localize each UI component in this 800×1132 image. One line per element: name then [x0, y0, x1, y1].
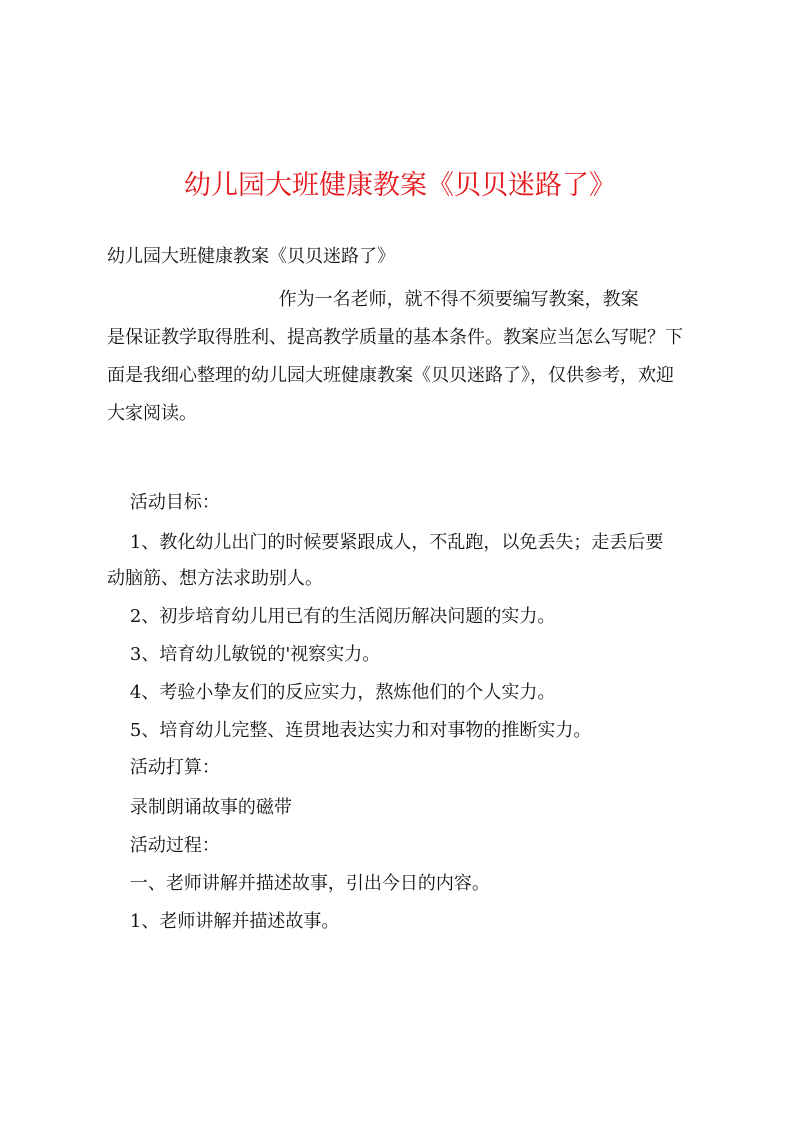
intro-line: 大家阅读。: [107, 403, 197, 424]
intro-line: 作为一名老师，就不得不须要编写教案，教案: [107, 289, 639, 310]
intro-line: 是保证教学取得胜利、提高教学质量的基本条件。教案应当怎么写呢？下: [107, 327, 683, 348]
prep-item: 录制朗诵故事的磁带: [107, 797, 292, 818]
goal-item-1-cont: 动脑筋、想方法求助别人。: [107, 568, 323, 589]
goals-heading: 活动目标：: [107, 492, 220, 513]
goal-item-3: 3、培育幼儿敏锐的'视察实力。: [107, 644, 381, 665]
prep-heading: 活动打算：: [107, 757, 220, 778]
process-step-1-sub: 1、老师讲解并描述故事。: [107, 911, 340, 932]
goal-item-5: 5、培育幼儿完整、连贯地表达实力和对事物的推断实力。: [107, 720, 592, 741]
document-title: 幼儿园大班健康教案《贝贝迷路了》: [184, 170, 616, 201]
intro-line: 面是我细心整理的幼儿园大班健康教案《贝贝迷路了》，仅供参考，欢迎: [107, 365, 674, 386]
goal-item-4: 4、考验小挚友们的反应实力，熬炼他们的个人实力。: [107, 682, 556, 703]
document-body: [107, 241, 701, 937]
goal-item-1: 1、教化幼儿出门的时候要紧跟成人，不乱跑，以免丢失；走丢后要: [107, 532, 664, 553]
process-step-1: 一、老师讲解并描述故事，引出今日的内容。: [107, 873, 490, 894]
document-subtitle: 幼儿园大班健康教案《贝贝迷路了》: [107, 246, 395, 267]
goal-item-2: 2、初步培育幼儿用已有的生活阅历解决问题的实力。: [107, 606, 556, 627]
process-heading: 活动过程：: [107, 835, 220, 856]
